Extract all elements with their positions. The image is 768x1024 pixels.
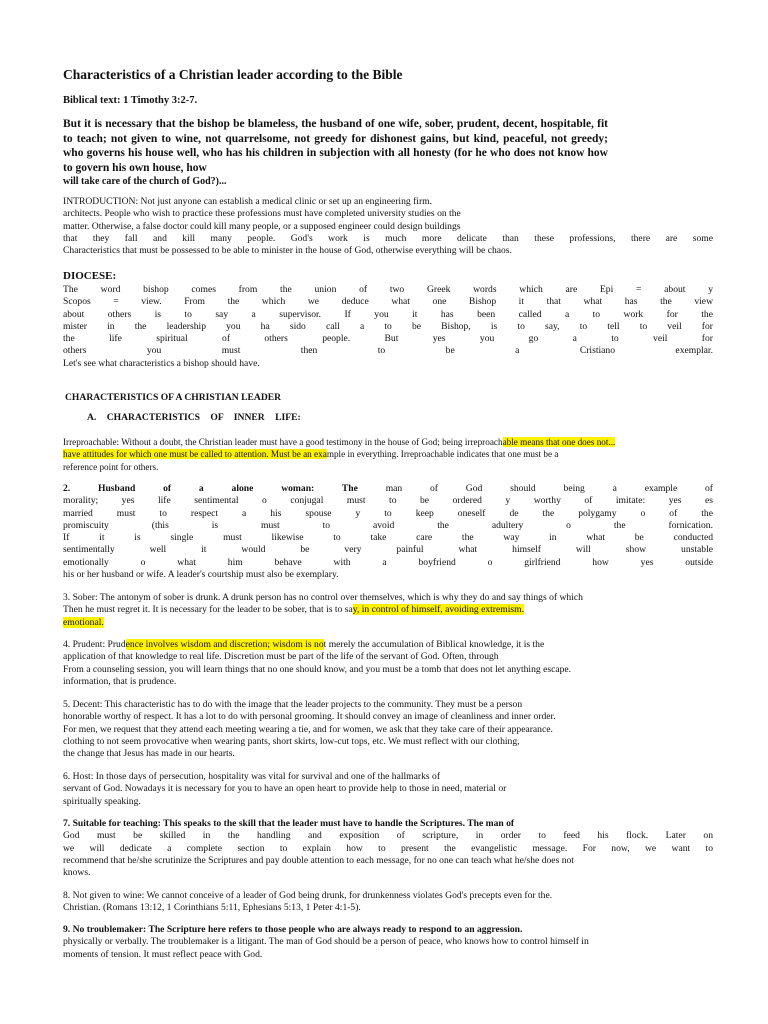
- item2-text: his or her husband or wife. A leader's courtship must also be exemplary.: [63, 569, 339, 581]
- intro-line: matter. Otherwise, a false doctor could kill many people, or a supposed engineer could design buildings: [63, 220, 461, 232]
- item-suitable-for-teaching: [63, 818, 713, 879]
- item6-text: spiritually speaking.: [63, 795, 141, 807]
- item2-text: morality; yes life sentimental o conjugal must to be ordered y worthy of imitate: yes es: [63, 495, 713, 507]
- item9-text: physically or verbally. The troublemaker is a litigant. The man of God should be a person of peace, who knows how to control himself in: [63, 936, 589, 948]
- section-heading: CHARACTERISTICS OF A CHRISTIAN LEADER: [65, 392, 282, 403]
- item3-text: Then he must regret it. It is necessary for the leader to be sober, that is to sa: [63, 604, 353, 616]
- item9-text: moments of tension. It must reflect peace with God.: [63, 948, 263, 960]
- item-no-troublemaker: [63, 924, 713, 961]
- document-title: Characteristics of a Christian leader according to the Bible: [63, 67, 403, 82]
- highlight: ence involves wisdom and discretion; wisdom is no: [125, 639, 324, 650]
- intro-line: Characteristics that must be possessed to be able to minister in the house of God, otherwise everything will be chaos.: [63, 245, 512, 257]
- verse-body: But it is necessary that the bishop be blameless, the husband of one wife, sober, prudent, decent, hospitable, fit to teach; not given to wine, not quarrelsome, not greedy for dishonest gains, but kind, peaceful, not greedy; who governs his house well, who has his children in subjection with all honesty (for he who does not know how to govern his own house, how: [63, 118, 608, 174]
- item2-text: promiscuity (this is must to avoid the adultery o the fornication.: [63, 519, 713, 531]
- introduction-paragraph: [63, 196, 713, 257]
- diocese-line: The word bishop comes from the union of two Greek words which are Epi = about y: [63, 284, 713, 295]
- item1-text: reference point for others.: [63, 461, 159, 472]
- item6-text: 6. Host: In those days of persecution, hospitality was vital for survival and one of the hallmarks of: [63, 771, 441, 782]
- item-not-given-to-wine: [63, 890, 713, 915]
- diocese-line: Scopos = view. From the which we deduce what one Bishop it that what has the view: [63, 296, 713, 308]
- item7-text: God must be skilled in the handling and exposition of scripture, in order to feed his flock. Later on: [63, 830, 713, 842]
- item4-text: application of that knowledge to real life. Discretion must be part of the life of the servant of God. Often, through: [63, 651, 499, 663]
- item7-text: we will dedicate a complete section to explain how to present the evangelistic message. For now, we want to: [63, 842, 713, 854]
- biblical-text-reference: Biblical text: 1 Timothy 3:2-7.: [63, 95, 198, 106]
- item-prudent: [63, 639, 713, 688]
- item3-text: 3. Sober: The antonym of sober is drunk. A drunk person has no control over themselves, which is why they do and say things of which: [63, 592, 583, 603]
- item7-text: knows.: [63, 867, 91, 879]
- item1-text: Irreproachable: Without a doubt, the Christian leader must have a good testimony in the house of God; being irreproach: [63, 437, 503, 447]
- scripture-verse: [63, 117, 608, 190]
- item7-text: recommend that he/she scrutinize the Scriptures and pay double attention to each message, for no one can teach what he/she does not: [63, 854, 574, 866]
- item2-text: sentimentally well it would be very painful what himself will show unstable: [63, 544, 713, 556]
- item4-text: information, that is prudence.: [63, 675, 177, 687]
- highlight: y, in control of himself, avoiding extremism.: [352, 604, 524, 616]
- item2-text: married must to respect a his spouse y to keep oneself de the polygamy o of the: [63, 507, 713, 519]
- intro-line: that they fall and kill many people. God's work is much more delicate than these professions, there are some: [63, 232, 713, 244]
- item2-text: If it is single must likewise to take care the way in what be conducted: [63, 532, 713, 544]
- item5-text: For men, we request that they attend each meeting wearing a tie, and for women, we ask that they take care of their appearance.: [63, 723, 553, 735]
- item2-lead: 2. Husband of a alone woman: The: [63, 483, 358, 494]
- item4-text: t merely the accumulation of Biblical knowledge, it is the: [323, 639, 545, 650]
- diocese-line: about others is to say a supervisor. If you it has been called a to work for the: [63, 308, 713, 320]
- diocese-line: the life spiritual of others people. But yes you go a to veil for: [63, 333, 713, 345]
- item-irreproachable: [63, 436, 713, 473]
- diocese-heading: DIOCESE:: [63, 270, 117, 282]
- item6-text: servant of God. Nowadays it is necessary for you to have an open heart to provide help to those in need, material or: [63, 783, 507, 795]
- item5-text: clothing to not seem provocative when wearing pants, short skirts, low-cut tops, etc. We must reflect with our clothing,: [63, 735, 520, 747]
- item9-bold: 9. No troublemaker: The Scripture here refers to those people who are always ready to respond to an aggression.: [63, 924, 523, 935]
- intro-line: architects. People who wish to practice these professions must have completed university studies on the: [63, 208, 461, 220]
- diocese-line: others you must then to be a Cristiano exemplar.: [63, 345, 713, 357]
- item5-text: the change that Jesus has made in our hearts.: [63, 748, 235, 760]
- verse-tail: will take care of the church of God?)...: [63, 176, 227, 187]
- item5-text: honorable worthy of respect. It has a lot to do with personal grooming. It should convey an image of cleanliness and inner order.: [63, 711, 556, 723]
- highlight: emotional.: [63, 616, 104, 628]
- item4-text: 4. Prudent: Prud: [63, 639, 126, 650]
- item4-text: From a counseling session, you will learn things that no one should know, and you must be a tomb that does not let anything escape.: [63, 663, 572, 675]
- subsection-heading: A. CHARACTERISTICS OF INNER LIFE:: [87, 412, 301, 423]
- item1-text: mple in everything. Irreproachable indicates that one must be a: [326, 449, 559, 460]
- intro-line: INTRODUCTION: Not just anyone can establish a medical clinic or set up an engineering firm.: [63, 196, 432, 207]
- item2-text: emotionally o what him behave with a boyfriend o girlfriend how yes outside: [63, 556, 713, 568]
- item-host: [63, 771, 713, 808]
- item2-text: man of God should being a example of: [385, 483, 713, 494]
- diocese-line: mister in the leadership you ha sido call a to be Bishop, is to say, to tell to veil for: [63, 320, 713, 332]
- highlight: have attitudes for which one must be called to attention. Must be an exa: [63, 449, 327, 460]
- item8-text: 8. Not given to wine: We cannot conceive of a leader of God being drunk, for drunkenness violates God's precepts even for the.: [63, 890, 553, 901]
- item7-bold: 7. Suitable for teaching: This speaks to the skill that the leader must have to handle the Scriptures. The man of: [63, 818, 515, 829]
- item-decent: [63, 699, 713, 760]
- item-husband-of-one-wife: [63, 483, 713, 581]
- diocese-paragraph: [63, 284, 713, 370]
- item5-text: 5. Decent: This characteristic has to do with the image that the leader projects to the community. They must be a person: [63, 699, 523, 710]
- diocese-line: Let's see what characteristics a bishop should have.: [63, 357, 260, 369]
- item-sober: [63, 592, 713, 629]
- item8-text: Christian. (Romans 13:12, 1 Corinthians 5:11, Ephesians 5:13, 1 Peter 4:1-5).: [63, 902, 361, 914]
- highlight: able means that one does not...: [502, 437, 616, 447]
